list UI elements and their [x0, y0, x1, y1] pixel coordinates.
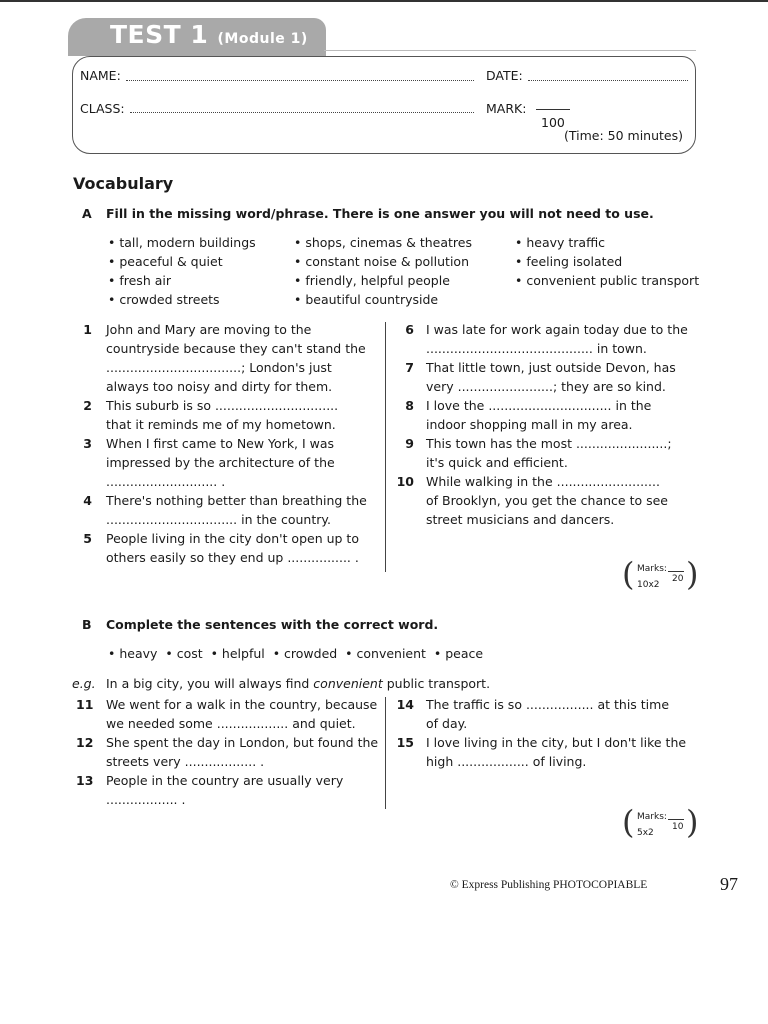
marks-b-right-paren: ) — [686, 803, 699, 841]
question-number: 3 — [83, 436, 92, 451]
question-number: 10 — [396, 474, 414, 489]
question-line: We went for a walk in the country, because — [106, 697, 378, 712]
question-line: That little town, just outside Devon, has — [426, 360, 676, 375]
question-number: 8 — [405, 398, 414, 413]
question-line: The traffic is so ................. at this time — [426, 697, 670, 712]
question-line: I love the ............................... in the — [426, 398, 652, 413]
marks-b-calc: 5x2 — [637, 828, 654, 838]
part-a-options-col2 — [294, 233, 472, 309]
question-line: very ........................; they are so kind. — [426, 379, 666, 394]
question-number: 4 — [83, 493, 92, 508]
word-option: • heavy traffic — [515, 235, 606, 250]
part-a-left-questions — [76, 320, 376, 567]
word-option: • friendly, helpful people — [294, 273, 450, 288]
part-a-letter: A — [82, 206, 92, 221]
test-module: (Module 1) — [217, 31, 308, 47]
example-post: public transport. — [382, 676, 491, 691]
question-item — [76, 434, 376, 491]
class-field[interactable] — [130, 112, 474, 113]
question-line: When I first came to New York, I was — [106, 436, 335, 451]
question-line: impressed by the architecture of the — [106, 455, 335, 470]
word-option: • peaceful & quiet — [108, 254, 223, 269]
question-item — [396, 358, 698, 396]
top-border — [0, 0, 768, 2]
question-line: of Brooklyn, you get the chance to see — [426, 493, 668, 508]
question-line: ............................ . — [106, 474, 226, 489]
question-line: we needed some .................. and quiet. — [106, 716, 356, 731]
question-item — [76, 320, 376, 396]
question-number: 7 — [405, 360, 414, 375]
example-sentence — [106, 674, 490, 693]
column-divider — [385, 322, 386, 572]
question-number: 6 — [405, 322, 414, 337]
question-line: high .................. of living. — [426, 754, 587, 769]
question-line: always too noisy and dirty for them. — [106, 379, 333, 394]
part-b-instruction: Complete the sentences with the correct word. — [106, 617, 439, 632]
word-option: • feeling isolated — [515, 254, 623, 269]
question-number: 15 — [396, 735, 414, 750]
name-field[interactable] — [126, 80, 474, 81]
part-b-left-questions — [76, 695, 379, 809]
question-number: 13 — [76, 773, 94, 788]
test-title-text: TEST 1 — [110, 20, 209, 49]
question-line: While walking in the .......................... — [426, 474, 660, 489]
question-line: This suburb is so ............................... — [106, 398, 339, 413]
question-item — [76, 771, 376, 809]
copyright-footer: © Express Publishing PHOTOCOPIABLE — [450, 879, 648, 891]
question-item — [76, 491, 376, 529]
marks-b-left-paren: ( — [622, 803, 635, 841]
question-line: .................. . — [106, 792, 186, 807]
time-limit: (Time: 50 minutes) — [564, 128, 684, 143]
marks-a-calc: 10x2 — [637, 580, 660, 590]
question-line: There's nothing better than breathing the — [106, 493, 367, 508]
marks-a-total: 20 — [672, 574, 684, 584]
marks-b-label: Marks: — [637, 812, 667, 822]
question-line: ................................. in the country. — [106, 512, 331, 527]
question-line: countryside because they can't stand the — [106, 341, 366, 356]
question-line: People living in the city don't open up to — [106, 531, 359, 546]
question-number: 2 — [83, 398, 92, 413]
question-number: 5 — [83, 531, 92, 546]
question-line: John and Mary are moving to the — [106, 322, 312, 337]
example-pre: In a big city, you will always find — [106, 676, 314, 691]
question-line: I love living in the city, but I don't like the — [426, 735, 687, 750]
date-field[interactable] — [528, 80, 688, 81]
marks-a-right-paren: ) — [686, 555, 699, 593]
question-item — [396, 396, 698, 434]
question-item — [76, 529, 376, 567]
marks-a-line — [668, 571, 684, 572]
question-line: street musicians and dancers. — [426, 512, 615, 527]
marks-b-total: 10 — [672, 822, 684, 832]
question-item — [396, 695, 698, 733]
question-number: 9 — [405, 436, 414, 451]
column-divider-b — [385, 697, 386, 809]
marks-b-line — [668, 819, 684, 820]
part-b-word-bank: • heavy • cost • helpful • crowded • convenient • peace — [108, 646, 484, 661]
question-line: of day. — [426, 716, 468, 731]
question-line: others easily so they end up ................ . — [106, 550, 359, 565]
question-item — [76, 695, 376, 733]
page-number: 97 — [720, 874, 738, 894]
word-option: • constant noise & pollution — [294, 254, 469, 269]
example-word: convenient — [313, 676, 383, 691]
example-label: e.g. — [72, 676, 96, 691]
part-b-letter: B — [82, 617, 92, 632]
question-line: People in the country are usually very — [106, 773, 344, 788]
part-b-right-questions — [396, 695, 698, 771]
part-a-instruction: Fill in the missing word/phrase. There is one answer you will not need to use. — [106, 206, 654, 221]
test-title — [110, 20, 308, 49]
word-option: • beautiful countryside — [294, 292, 439, 307]
question-line: This town has the most .......................; — [426, 436, 672, 451]
word-option: • fresh air — [108, 273, 171, 288]
question-item — [396, 472, 698, 529]
word-option: • crowded streets — [108, 292, 220, 307]
header-rule — [324, 50, 696, 51]
question-number: 11 — [76, 697, 94, 712]
word-option: • convenient public transport — [515, 273, 700, 288]
mark-fraction-line[interactable] — [536, 109, 570, 110]
question-number: 1 — [83, 322, 92, 337]
question-line: ..................................; London's just — [106, 360, 332, 375]
class-label: CLASS: — [80, 101, 125, 116]
date-label: DATE: — [486, 68, 523, 83]
question-item — [396, 320, 698, 358]
question-line: that it reminds me of my hometown. — [106, 417, 336, 432]
question-line: She spent the day in London, but found the — [106, 735, 379, 750]
mark-label: MARK: — [486, 101, 527, 116]
question-line: .......................................... in town. — [426, 341, 647, 356]
question-line: I was late for work again today due to the — [426, 322, 688, 337]
question-item — [396, 733, 698, 771]
word-option: • shops, cinemas & theatres — [294, 235, 472, 250]
question-number: 14 — [396, 697, 414, 712]
question-item — [76, 396, 376, 434]
question-line: streets very .................. . — [106, 754, 265, 769]
question-line: indoor shopping mall in my area. — [426, 417, 633, 432]
marks-a-left-paren: ( — [622, 555, 635, 593]
part-a-options-col3 — [515, 233, 699, 290]
question-line: it's quick and efficient. — [426, 455, 568, 470]
marks-a-label: Marks: — [637, 564, 667, 574]
part-a-right-questions — [396, 320, 698, 529]
question-item — [396, 434, 698, 472]
mark-denominator: 100 — [541, 115, 565, 130]
question-number: 12 — [76, 735, 94, 750]
section-title: Vocabulary — [73, 174, 174, 193]
name-label: NAME: — [80, 68, 121, 83]
word-option: • tall, modern buildings — [108, 235, 256, 250]
question-item — [76, 733, 379, 771]
part-a-options-col1 — [108, 233, 256, 309]
